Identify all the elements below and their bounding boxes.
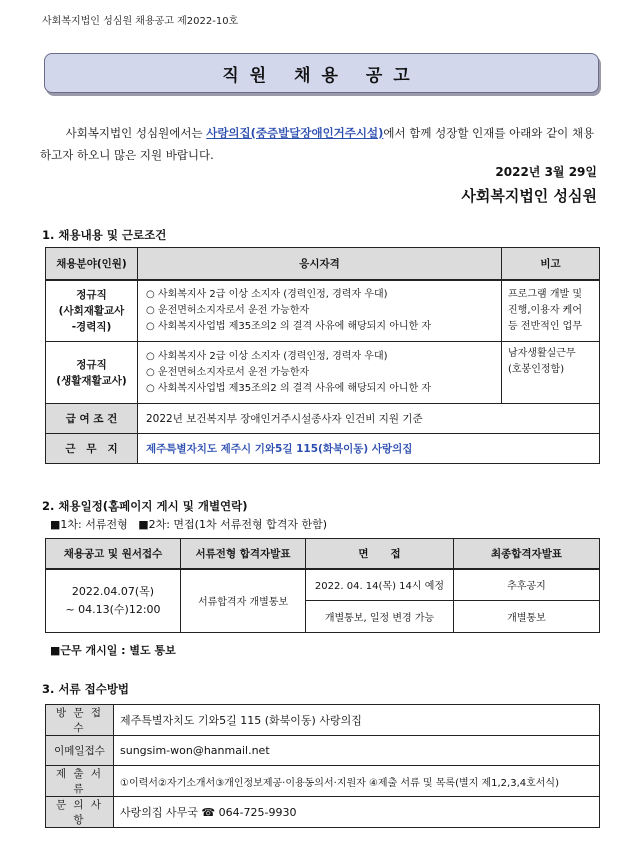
document-result-cell: 서류합격자 개별통보 (181, 569, 306, 633)
announcement-date: 2022년 3월 29일 (495, 165, 597, 179)
condition-item: ○ 사회복지사업법 제35조의2 의 결격 사유에 해당되지 아니한 자 (146, 320, 432, 332)
salary-label: 급 여 조 건 (46, 404, 138, 434)
documents-value: ①이력서②자기소개서③개인정보제공·이용동의서·지원자 ④제출 서류 및 목록(별지 제1,2,3,4호서식) (114, 766, 600, 797)
document-number: 사회복지법인 성심원 채용공고 제2022-10호 (42, 16, 239, 27)
interview-note-cell: 개별통보, 일정 변경 가능 (306, 601, 454, 633)
conditions-cell (138, 342, 502, 404)
interview-date-cell: 2022. 04. 14(목) 14시 예정 (306, 569, 454, 601)
section2-heading: 2. 채용일정(홈페이지 게시 및 개별연락) (42, 499, 248, 513)
header-qualification: 응시자격 (138, 248, 502, 280)
condition-item: ○ 운전면허소지자로서 운전 가능한자 (146, 304, 310, 316)
table-row (46, 736, 600, 766)
inquiry-label: 문 의 사 항 (46, 797, 114, 828)
header-document-result: 서류전형 합격자발표 (181, 539, 306, 569)
header-application-period: 채용공고 및 원서접수 (46, 539, 181, 569)
header-note: 비고 (502, 248, 600, 280)
condition-item: ○ 사회복지사 2급 이상 소지자 (경력인정, 경력자 우대) (146, 350, 388, 362)
table-row (46, 705, 600, 736)
intro-text-before: 사회복지법인 성심원에서는 (65, 126, 207, 140)
table-row (46, 797, 600, 828)
email-label: 이메일접수 (46, 736, 114, 766)
table-row (46, 342, 600, 404)
intro-highlight: 사랑의집(중증발달장애인거주시설) (206, 126, 384, 140)
table-row (46, 280, 600, 342)
header-field: 채용분야(인원) (46, 248, 138, 280)
intro-text-after: 에서 함께 성장할 인재를 아래와 같이 채용하고자 하오니 많은 지원 바랍니다. (40, 126, 595, 162)
condition-item: ○ 사회복지사 2급 이상 소지자 (경력인정, 경력자 우대) (146, 288, 388, 300)
email-value[interactable]: sungsim-won@hanmail.net (114, 736, 600, 766)
location-value: 제주특별자치도 제주시 기와5길 115(화북이동) 사랑의집 (138, 434, 600, 464)
condition-item: ○ 사회복지사업법 제35조의2 의 결격 사유에 해당되지 아니한 자 (146, 382, 432, 394)
final-result-cell: 추후공지 (454, 569, 600, 601)
header-final-result: 최종합격자발표 (454, 539, 600, 569)
recruitment-header-row (46, 248, 600, 280)
visit-label: 방 문 접 수 (46, 705, 114, 736)
visit-value: 제주특별자치도 기와5길 115 (화북이동) 사랑의집 (114, 705, 600, 736)
section3-heading: 3. 서류 접수방법 (42, 682, 130, 696)
salary-value: 2022년 보건복지부 장애인거주시설종사자 인건비 지원 기준 (138, 404, 600, 434)
note-cell: 프로그램 개발 및 진행,이용자 케어 등 전반적인 업무 (502, 280, 600, 342)
condition-item: ○ 운전면허소지자로서 운전 가능한자 (146, 366, 310, 378)
location-label: 근 무 지 (46, 434, 138, 464)
inquiry-value: 사랑의집 사무국 ☎ 064-725-9930 (114, 797, 600, 828)
salary-row (46, 404, 600, 434)
schedule-table (45, 538, 600, 633)
selection-stages: ■1차: 서류전형 ■2차: 면접(1차 서류전형 합격자 한함) (50, 518, 328, 531)
section1-heading: 1. 채용내용 및 근로조건 (42, 228, 167, 242)
conditions-cell (138, 280, 502, 342)
final-notice-cell: 개별통보 (454, 601, 600, 633)
schedule-header-row (46, 539, 600, 569)
documents-label: 제 출 서 류 (46, 766, 114, 797)
recruitment-table (45, 247, 600, 464)
field-cell: 정규직 (생활재활교사) (46, 342, 138, 404)
header-interview: 면 접 (306, 539, 454, 569)
table-row (46, 569, 600, 601)
location-row (46, 434, 600, 464)
page-title: 직원 채용 공고 (44, 53, 599, 93)
field-cell: 정규직 (사회재활교사 -경력직) (46, 280, 138, 342)
organization-name: 사회복지법인 성심원 (461, 187, 597, 205)
application-period-cell: 2022.04.07(목) ~ 04.13(수)12:00 (46, 569, 181, 633)
table-row (46, 766, 600, 797)
intro-paragraph (40, 122, 600, 166)
start-date-note: ■근무 개시일 : 별도 통보 (50, 644, 176, 657)
submission-table (45, 704, 600, 828)
note-cell: 남자생활실근무 (호봉인정함) (502, 342, 600, 404)
